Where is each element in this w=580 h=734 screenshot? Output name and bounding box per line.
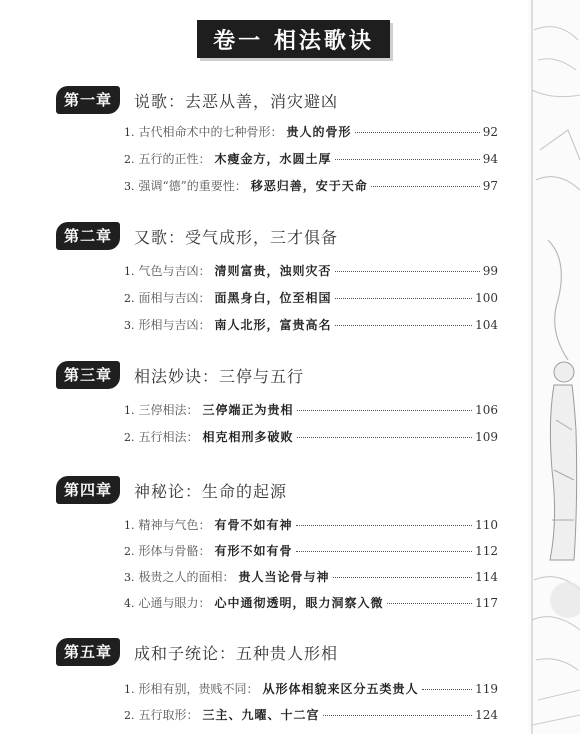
toc-entry[interactable]: 2. 形体与骨骼： 有形不如有骨 112 <box>124 544 498 558</box>
leader-dots <box>297 410 473 411</box>
page-number: 100 <box>475 291 498 305</box>
leader-dots <box>296 525 473 526</box>
toc-entry[interactable]: 1. 气色与吉凶： 清则富贵，浊则灾否 99 <box>124 264 498 278</box>
page-number: 109 <box>475 430 498 444</box>
leader-dots <box>297 437 473 438</box>
chapter-title: 又歌：受气成形，三才俱备 <box>134 227 339 247</box>
chapter-badge: 第三章 <box>56 361 120 389</box>
leader-dots <box>335 325 473 326</box>
chapter-title: 神秘论：生命的起源 <box>134 481 288 501</box>
page-number: 97 <box>482 179 498 193</box>
toc-entry[interactable]: 3. 极贵之人的面相： 贵人当论骨与神 114 <box>124 570 498 584</box>
chapter-badge: 第五章 <box>56 638 120 666</box>
chapter-badge: 第四章 <box>56 476 120 504</box>
page-number: 106 <box>475 403 498 417</box>
toc-entry[interactable]: 3. 强调“德”的重要性： 移恶归善，安于天命 97 <box>124 179 498 193</box>
toc-entry[interactable]: 1. 精神与气色： 有骨不如有神 110 <box>124 518 498 532</box>
chapter-title: 相法妙诀：三停与五行 <box>134 366 305 386</box>
leader-dots <box>335 159 480 160</box>
toc-entry[interactable]: 2. 五行取形： 三主、九曜、十二宫 124 <box>124 708 498 722</box>
toc-entry[interactable]: 4. 心通与眼力： 心中通彻透明，眼力洞察入微 117 <box>124 596 498 610</box>
leader-dots <box>422 689 473 690</box>
leader-dots <box>296 551 473 552</box>
leader-dots <box>387 603 473 604</box>
chapter-badge: 第一章 <box>56 86 120 114</box>
leader-dots <box>371 186 480 187</box>
volume-title: 卷一 相法歌诀 <box>197 20 390 58</box>
toc-entry[interactable]: 3. 形相与吉凶： 南人北形，富贵高名 104 <box>124 318 498 332</box>
page-number: 117 <box>475 596 498 610</box>
page-number: 119 <box>475 682 498 696</box>
leader-dots <box>335 271 480 272</box>
page-number: 114 <box>475 570 498 584</box>
chapter-title: 说歌：去恶从善，消灾避凶 <box>134 91 339 111</box>
toc-entry[interactable]: 1. 古代相命术中的七种骨形： 贵人的骨形 92 <box>124 125 498 139</box>
leader-dots <box>355 132 480 133</box>
page-number: 94 <box>482 152 498 166</box>
page-number: 92 <box>482 125 498 139</box>
page-number: 124 <box>475 708 498 722</box>
page-number: 104 <box>475 318 498 332</box>
toc-entry[interactable]: 2. 五行的正性： 木瘦金方，水圆土厚 94 <box>124 152 498 166</box>
leader-dots <box>323 715 473 716</box>
chapter-title: 成和子统论：五种贵人形相 <box>134 643 339 663</box>
leader-dots <box>333 577 473 578</box>
toc-entry[interactable]: 2. 五行相法： 相克相刑多破败 109 <box>124 430 498 444</box>
chapter-badge: 第二章 <box>56 222 120 250</box>
leader-dots <box>335 298 473 299</box>
toc-entry[interactable]: 1. 三停相法： 三停端正为贵相 106 <box>124 403 498 417</box>
toc-entry[interactable]: 1. 形相有别，贵贱不同： 从形体相貌来区分五类贵人 119 <box>124 682 498 696</box>
figure-illustration-icon <box>528 0 580 734</box>
page-number: 112 <box>475 544 498 558</box>
page-number: 110 <box>475 518 498 532</box>
toc-entry[interactable]: 2. 面相与吉凶： 面黑身白，位至相国 100 <box>124 291 498 305</box>
page-number: 99 <box>482 264 498 278</box>
